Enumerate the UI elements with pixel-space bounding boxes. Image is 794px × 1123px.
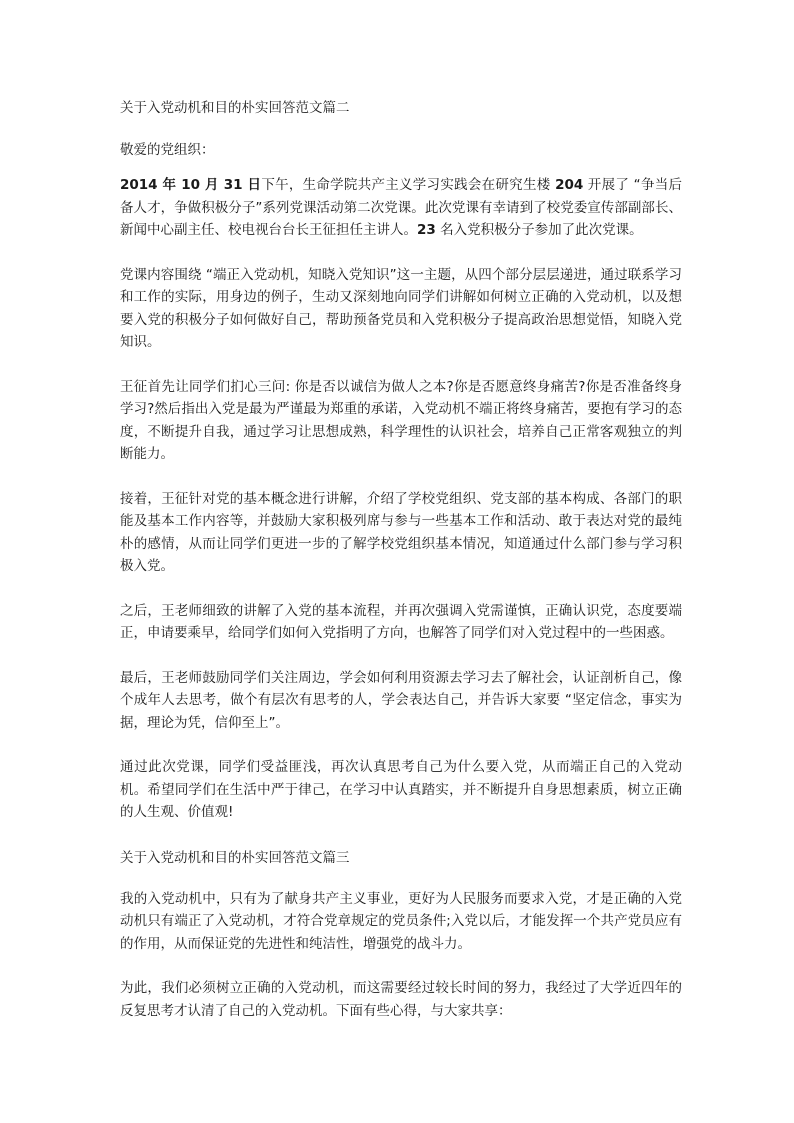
paragraph-6: 最后，王老师鼓励同学们关注周边，学会如何利用资源去学习去了解社会，认证剖析自己，像个成年人去思考，做个有层次有思考的人，学会表达自己，并告诉大家要 “坚定信念，事实为据，理论为凭，信仰至上”。: [120, 669, 682, 731]
section-title-2: 关于入党动机和目的朴实回答范文篇二: [120, 100, 350, 116]
paragraph-4: 接着，王征针对党的基本概念进行讲解，介绍了学校党组织、党支部的基本构成、各部门的职能及基本工作内容等，并鼓励大家积极列席与参与一些基本工作和活动、敢于表达对党的最纯朴的感情，从而让同学们更进一步的了解学校党组织基本情况，知道通过什么部门参与学习积极入党。: [120, 490, 682, 574]
paragraph-1: [120, 174, 682, 242]
paragraph-1-part-2: 开展了 “争当后备人才，争做积极分子”系列党课活动第二次党课。此次党课有幸请到了校党委宣传部副部长、新闻中心副主任、校电视台台长王征担任主讲人。: [120, 177, 682, 238]
event-date: 2014 年 10 月 31 日: [120, 177, 262, 193]
document-page: [120, 96, 682, 1044]
paragraph-2: 党课内容围绕 “端正入党动机，知晓入党知识”这一主题，从四个部分层层递进，通过联系学习和工作的实际，用身边的例子，生动又深刻地向同学们讲解如何树立正确的入党动机，以及想要入党的积极分子如何做好自己，帮助预备党员和入党积极分子提高政治思想觉悟，知晓入党知识。: [120, 266, 682, 350]
section-title-3: 关于入党动机和目的朴实回答范文篇三: [120, 849, 350, 866]
paragraph-9: 为此，我们必须树立正确的入党动机，而这需要经过较长时间的努力，我经过了大学近四年的反复思考才认清了自己的入党动机。下面有些心得，与大家共享：: [120, 980, 682, 1019]
paragraph-1-part-1: 下午，生命学院共产主义学习实践会在研究生楼: [261, 177, 556, 193]
paragraph-8: 我的入党动机中，只有为了献身共产主义事业，更好为人民服务而要求入党，才是正确的入党动机只有端正了入党动机，才符合党章规定的党员条件;入党以后，才能发挥一个共产党员应有的作用，从而保证党的先进性和纯洁性，增强党的战斗力。: [120, 890, 682, 952]
paragraph-5: 之后，王老师细致的讲解了入党的基本流程，并再次强调入党需谨慎，正确认识党，态度要端正，申请要乘早，给同学们如何入党指明了方向，也解答了同学们对入党过程中的一些困惑。: [120, 602, 682, 641]
paragraph-1-part-3: 名入党积极分子参加了此次党课。: [435, 222, 643, 238]
paragraph-3: 王征首先让同学们扪心三问: 你是否以诚信为做人之本?你是否愿意终身痛苦?你是否准备终身学习?然后指出入党是最为严谨最为郑重的承诺，入党动机不端正将终身痛苦，要抱有学习的态度，不断提升自我，通过学习让思想成熟，科学理性的认识社会，培养自己正常客观独立的判断能力。: [120, 378, 682, 462]
attendee-count: 23: [417, 222, 436, 238]
paragraph-7: 通过此次党课，同学们受益匪浅，再次认真思考自己为什么要入党，从而端正自己的入党动机。希望同学们在生活中严于律己，在学习中认真踏实，并不断提升自身思想素质，树立正确的人生观、价值观!: [120, 759, 682, 820]
room-number: 204: [555, 177, 584, 193]
salutation: 敬爱的党组织：: [120, 142, 215, 158]
